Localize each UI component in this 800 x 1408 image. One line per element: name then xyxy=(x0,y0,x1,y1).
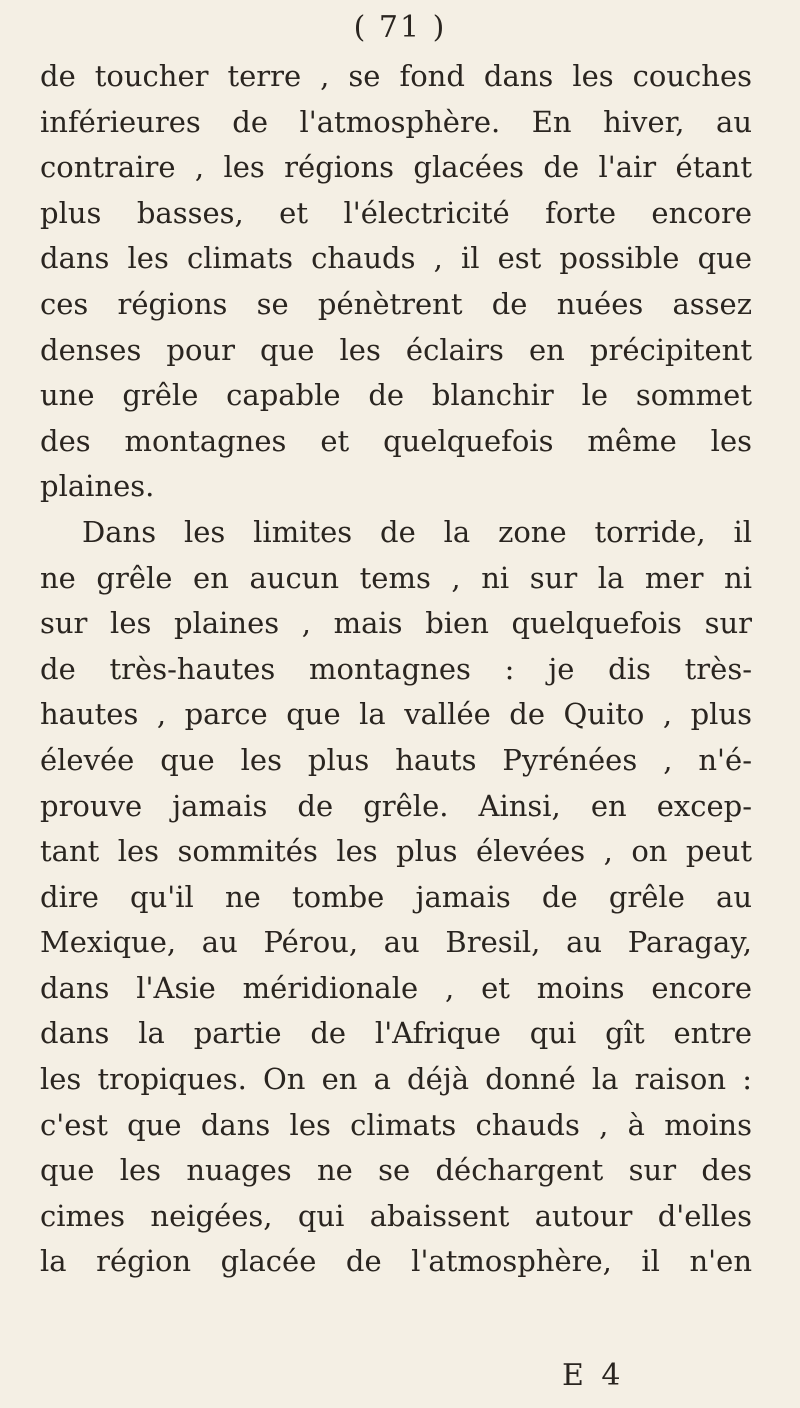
page-body xyxy=(40,54,752,1285)
text-line: élevée que les plus hauts Pyrénées , n'é- xyxy=(40,742,752,777)
text-line: c'est que dans les climats chauds , à moins xyxy=(40,1107,752,1142)
text-line: hautes , parce que la vallée de Quito , plus xyxy=(40,697,752,732)
text-line: sur les plaines , mais bien quelquefois sur xyxy=(40,606,752,641)
text-line: ne grêle en aucun tems , ni sur la mer ni xyxy=(40,560,752,595)
text-line: la région glacée de l'atmosphère, il n'en xyxy=(40,1244,752,1279)
text-line: tant les sommités les plus élevées , on peut xyxy=(40,834,752,869)
text-line: Mexique, au Pérou, au Bresil, au Paragay, xyxy=(40,925,752,960)
text-line: dans l'Asie méridionale , et moins encore xyxy=(40,970,752,1005)
paragraph-1 xyxy=(40,54,752,510)
page-number: ( 71 ) xyxy=(353,10,447,45)
text-line: denses pour que les éclairs en précipitent xyxy=(40,332,752,367)
text-line: dire qu'il ne tombe jamais de grêle au xyxy=(40,879,752,914)
text-line: une grêle capable de blanchir le sommet xyxy=(40,378,752,413)
text-line: plaines. xyxy=(40,469,155,504)
text-line: inférieures de l'atmosphère. En hiver, au xyxy=(40,104,752,139)
text-line: plus basses, et l'électricité forte encore xyxy=(40,195,752,230)
text-line: Dans les limites de la zone torride, il xyxy=(82,514,752,549)
signature-mark: E 4 xyxy=(562,1358,625,1393)
text-line: prouve jamais de grêle. Ainsi, en excep- xyxy=(40,788,752,823)
paragraph-2 xyxy=(40,510,752,1285)
text-line: des montagnes et quelquefois même les xyxy=(40,423,752,458)
text-line: de très-hautes montagnes : je dis très- xyxy=(40,651,752,686)
text-line: que les nuages ne se déchargent sur des xyxy=(40,1153,752,1188)
text-line: dans les climats chauds , il est possible que xyxy=(40,241,752,276)
text-line: de toucher terre , se fond dans les couches xyxy=(40,59,752,93)
text-line: les tropiques. On en a déjà donné la raison : xyxy=(40,1062,752,1097)
text-line: contraire , les régions glacées de l'air étant xyxy=(40,150,752,185)
text-line: dans la partie de l'Afrique qui gît entre xyxy=(40,1016,752,1051)
text-line: ces régions se pénètrent de nuées assez xyxy=(40,286,752,321)
text-line: cimes neigées, qui abaissent autour d'elles xyxy=(40,1198,752,1233)
